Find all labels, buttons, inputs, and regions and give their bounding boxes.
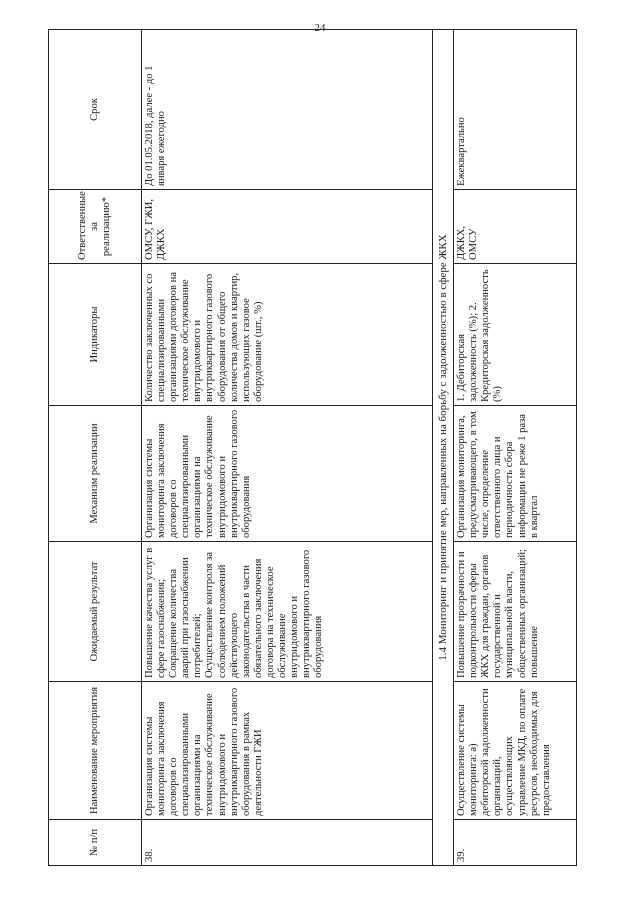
header-name: Наименование мероприятия [49,682,142,820]
header-responsible: Ответственные за реализацию* [49,190,142,264]
section-row [433,30,454,866]
row-result: Повышение прозрачности и подконтрольности сферы ЖКХ для граждан, органов государственной и муниципальной власти, общественных организаций; повышение [454,542,577,682]
row-name: Осуществление системы мониторинга: а) дебиторской задолженности организаций, осуществляющих управление МКД, по оплате ресурсов, необходимых для предоставления [454,682,577,820]
row-term: До 01.05.2018, далее - до 1 января ежегодно [142,30,433,190]
header-indicators: Индикаторы [49,264,142,406]
row-mechanism: Организация мониторинга, предусматривающего, в том числе, определение ответственного лица и периодичность сбора информации не реже 1 раза в квартал [454,406,577,542]
header-result: Ожидаемый результат [49,542,142,682]
table-header-row [49,30,142,866]
row-num: 38. [142,820,433,866]
row-indicators: Количество заключенных со специализированными организациями договоров на техническое обслуживание внутридомового и внутриквартирного газового оборудования от общего количества домов и квартир, использующих газовое оборудование (шт., %) [142,264,433,406]
rotated-table-container [48,30,610,866]
table-row [454,30,577,866]
row-mechanism: Организация системы мониторинга заключения договоров со специализированными организациями на техническое обслуживание внутридомового и внутриквартирного газового оборудования [142,406,433,542]
page-number: 24 [314,22,326,34]
header-num: № п/п [49,820,142,866]
row-responsible: ДЖКХ, ОМСУ [454,190,577,264]
row-name: Организация системы мониторинга заключения договоров со специализированными организациями на техническое обслуживание внутридомового и внутриквартирного газового оборудования в рамках деятельности ГЖИ [142,682,433,820]
row-responsible: ОМСУ, ГЖИ, ДЖКХ [142,190,433,264]
row-term: Ежеквартально [454,30,577,190]
section-heading: 1.4 Мониторинг и принятие мер, направленных на борьбу с задолженностью в сфере ЖКХ [433,30,454,866]
header-mechanism: Механизм реализации [49,406,142,542]
measures-table [48,29,577,866]
header-term: Срок [49,30,142,190]
table-row [142,30,433,866]
row-result: Повышение качества услуг в сфере газоснабжения; Сокращение количества аварий при газоснабжении потребителей; Осуществление контроля за соблюдением положений действующего законодательства в части обязательного заключения договора на техническое обслуживание внутридомового и внутриквартирного газового оборудования [142,542,433,682]
row-indicators: 1. Дебиторская задолженность (%); 2. Кредиторская задолженность (%) [454,264,577,406]
row-num: 39. [454,820,577,866]
